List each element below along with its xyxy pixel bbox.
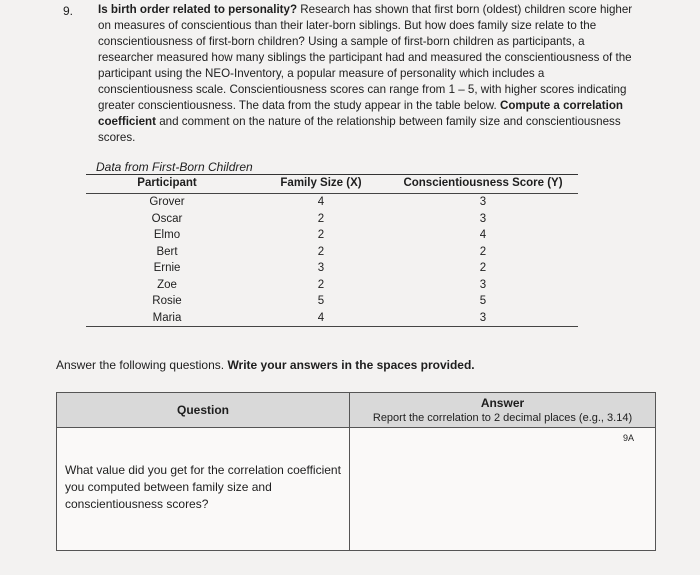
table-row: [86, 277, 578, 294]
cell-participant: Oscar: [151, 212, 183, 225]
header-family-size: Family Size (X): [280, 177, 362, 189]
cell-score: 3: [479, 278, 487, 291]
header-conscientiousness: Conscientiousness Score (Y): [403, 177, 563, 189]
table-row: [86, 227, 578, 244]
cell-score: 2: [479, 262, 487, 274]
answer-table: [56, 392, 656, 551]
cell-score: 4: [479, 229, 487, 241]
cell-participant: Ernie: [153, 262, 181, 274]
cell-participant: Grover: [149, 196, 185, 208]
cell-participant: Elmo: [153, 229, 181, 241]
cell-family-size: 5: [317, 295, 325, 307]
question-bold-instruction: Compute a correlation coefficient: [98, 99, 623, 128]
question-bold-lead: Is birth order related to personality?: [98, 3, 298, 16]
table-row: [86, 194, 578, 211]
table-row: [86, 211, 578, 228]
instructions-bold: Write your answers in the spaces provided.: [227, 358, 475, 372]
cell-family-size: 3: [317, 262, 325, 274]
cell-score: 3: [479, 196, 487, 208]
cell-family-size: 2: [317, 212, 325, 225]
answer-input-area[interactable]: [350, 428, 655, 550]
cell-family-size: 2: [317, 278, 325, 291]
cell-score: 3: [479, 311, 487, 324]
question-number: 9.: [63, 4, 74, 18]
table-row: [86, 260, 578, 277]
cell-score: 5: [479, 295, 487, 307]
table-caption: Data from First-Born Children: [96, 160, 253, 174]
cell-family-size: 2: [317, 229, 325, 241]
cell-participant: Zoe: [157, 278, 177, 291]
instructions-text: Answer the following questions.: [56, 358, 228, 372]
question-text-part2: and comment on the nature of the relationship between family size and conscientiousness scores.: [98, 115, 621, 144]
cell-family-size: 2: [317, 245, 325, 258]
cell-participant: Maria: [152, 311, 182, 324]
table-bottom-rule: [86, 326, 578, 327]
question-prompt: [98, 2, 638, 146]
question-column-header: Question: [176, 403, 229, 417]
question-text-part1: Research has shown that first born (oldest) children score higher on measures of conscientious than their later-born siblings. But how does family size relate to the conscientiousness of first-born children? Using a sample of first-born children as participants, a researcher measured how many siblings the participant had and measured the conscientiousness of the participant using the NEO-Inventory, a popular measure of personality which includes a conscientiousness scale. Conscientiousness scores can range from 1 – 5, with higher scores indicating greater conscientiousness. The data from the study appear in the table below.: [98, 3, 633, 112]
question-9a-text: What value did you get for the correlation coefficient you computed between family size and conscientiousness scores?: [65, 463, 341, 511]
table-row: [86, 310, 578, 327]
header-participant: Participant: [137, 177, 197, 189]
cell-family-size: 4: [317, 311, 325, 324]
cell-score: 2: [479, 245, 487, 258]
data-table: [86, 174, 578, 327]
cell-participant: Rosie: [152, 295, 182, 307]
cell-participant: Bert: [156, 245, 178, 258]
answer-format-hint: Report the correlation to 2 decimal places (e.g., 3.14): [372, 412, 633, 424]
table-row: [86, 244, 578, 261]
question-tag: 9A: [623, 433, 635, 443]
table-row: [86, 293, 578, 310]
answer-instructions: [56, 358, 475, 372]
cell-score: 3: [479, 212, 487, 225]
answer-column-header: Answer: [480, 396, 525, 410]
cell-family-size: 4: [317, 196, 325, 208]
table-header-row: [86, 175, 578, 194]
